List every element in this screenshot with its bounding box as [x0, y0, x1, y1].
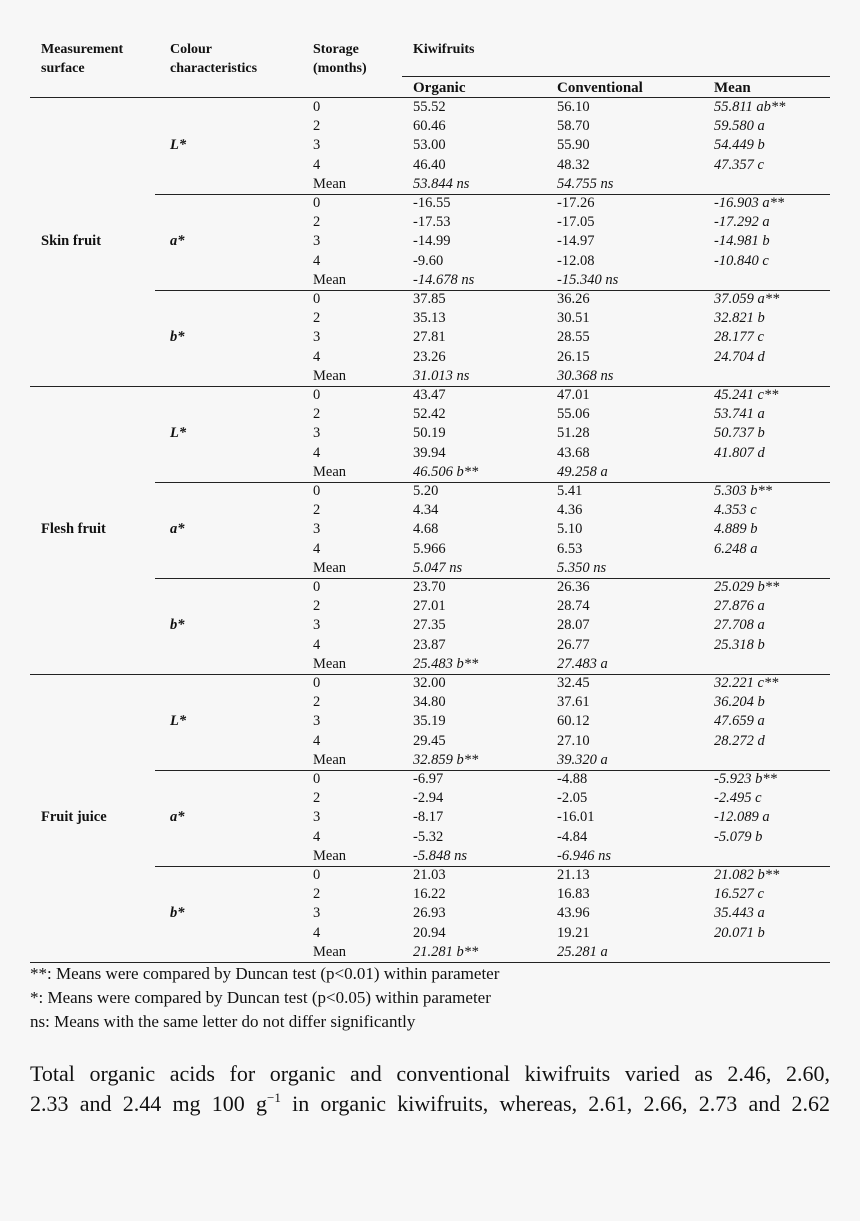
- table-cell-organic: 46.40: [413, 156, 446, 173]
- table-cell-storage: Mean: [313, 367, 347, 384]
- table-cell-storage: 3: [313, 233, 321, 250]
- table-cell-organic: 23.70: [413, 579, 446, 595]
- parameter-label: L*: [170, 713, 187, 730]
- table-cell-mean: 45.241 c**: [714, 387, 779, 403]
- table-cell-storage: 4: [313, 540, 321, 557]
- table-cell-organic: 21.03: [413, 867, 446, 883]
- table-cell-conventional: 19.21: [557, 924, 590, 941]
- table-cell-organic: 34.80: [413, 694, 446, 711]
- table-cell-conventional: 49.258 a: [557, 463, 608, 480]
- table-cell-organic: 26.93: [413, 905, 446, 922]
- header-measurement-line1: Measurement: [41, 42, 124, 57]
- table-cell-conventional: 27.483 a: [557, 655, 608, 672]
- table-cell-organic: 4.34: [413, 502, 439, 519]
- table-cell-storage: 3: [313, 425, 321, 442]
- table-cell-conventional: 5.10: [557, 521, 583, 538]
- table-cell-storage: 0: [313, 867, 321, 883]
- table-cell-storage: 3: [313, 617, 321, 634]
- table-cell-conventional: 55.90: [557, 137, 590, 154]
- header-storage-line2: (months): [313, 61, 367, 76]
- parameter-label: a*: [170, 521, 185, 538]
- table-cell-mean: 20.071 b: [714, 924, 765, 941]
- table-cell-organic: -14.99: [413, 233, 451, 250]
- table-cell-mean: -2.495 c: [714, 790, 762, 807]
- table-cell-conventional: 4.36: [557, 502, 583, 519]
- footnote-p005: *: Means were compared by Duncan test (p<0.05) within parameter: [30, 988, 491, 1007]
- header-mean: Mean: [714, 80, 751, 96]
- table-cell-storage: 3: [313, 809, 321, 826]
- parameter-label: a*: [170, 809, 185, 826]
- table-cell-organic: 5.047 ns: [413, 559, 463, 576]
- table-cell-organic: 5.966: [413, 540, 446, 557]
- table-cell-organic: 55.52: [413, 99, 446, 115]
- table-cell-conventional: -2.05: [557, 790, 588, 807]
- parameter-label: b*: [170, 617, 185, 634]
- table-cell-storage: 0: [313, 387, 321, 403]
- paragraph-superscript: −1: [267, 1090, 281, 1105]
- table-cell-conventional: 5.41: [557, 483, 583, 499]
- table-cell-organic: 20.94: [413, 924, 446, 941]
- header-colour-line1: Colour: [170, 42, 212, 57]
- table-cell-organic: 53.844 ns: [413, 175, 470, 192]
- table-cell-storage: 2: [313, 694, 321, 711]
- parameter-label: b*: [170, 905, 185, 922]
- body-paragraph: [30, 1059, 830, 1119]
- table-cell-mean: -10.840 c: [714, 252, 769, 269]
- table-cell-organic: 50.19: [413, 425, 446, 442]
- table-cell-organic: 27.81: [413, 329, 446, 346]
- table-cell-storage: Mean: [313, 655, 347, 672]
- table-cell-mean: -14.981 b: [714, 233, 770, 250]
- table-cell-organic: 4.68: [413, 521, 439, 538]
- paragraph-line-2-start: 2.33 and 2.44 mg 100 g: [30, 1091, 268, 1116]
- paragraph-line-1: Total organic acids for organic and conventional kiwifruits varied as 2.46, 2.60,: [30, 1061, 830, 1086]
- header-storage-months: [313, 40, 367, 78]
- table-cell-organic: -8.17: [413, 809, 444, 826]
- table-cell-conventional: 48.32: [557, 156, 590, 173]
- table-cell-conventional: 37.61: [557, 694, 590, 711]
- table-cell-conventional: 28.55: [557, 329, 590, 346]
- table-cell-conventional: 26.36: [557, 579, 590, 595]
- footnote-ns: ns: Means with the same letter do not differ significantly: [30, 1012, 416, 1031]
- header-conventional: Conventional: [557, 80, 643, 96]
- table-cell-organic: 46.506 b**: [413, 463, 479, 480]
- table-cell-organic: 60.46: [413, 118, 446, 135]
- table-cell-storage: 4: [313, 156, 321, 173]
- table-cell-storage: 3: [313, 137, 321, 154]
- table-cell-organic: 39.94: [413, 444, 446, 461]
- table-cell-organic: -6.97: [413, 771, 444, 787]
- table-cell-storage: Mean: [313, 559, 347, 576]
- table-cell-mean: 53.741 a: [714, 406, 765, 423]
- table-cell-conventional: 28.74: [557, 598, 590, 615]
- table-cell-storage: 4: [313, 636, 321, 653]
- table-cell-mean: 41.807 d: [714, 444, 765, 461]
- table-cell-conventional: -4.84: [557, 828, 588, 845]
- table-cell-mean: 6.248 a: [714, 540, 758, 557]
- section-label: Fruit juice: [41, 809, 107, 826]
- table-cell-conventional: -14.97: [557, 233, 595, 250]
- table-cell-mean: 25.029 b**: [714, 579, 780, 595]
- header-kiwifruits: Kiwifruits: [413, 42, 475, 57]
- table-cell-storage: 4: [313, 924, 321, 941]
- table-cell-mean: -16.903 a**: [714, 195, 785, 211]
- table-cell-conventional: 30.51: [557, 310, 590, 327]
- table-cell-conventional: 60.12: [557, 713, 590, 730]
- parameter-label: a*: [170, 233, 185, 250]
- footnote-p001: **: Means were compared by Duncan test (p<0.01) within parameter: [30, 964, 500, 983]
- table-cell-conventional: -4.88: [557, 771, 588, 787]
- table-cell-storage: Mean: [313, 847, 347, 864]
- table-cell-organic: 37.85: [413, 291, 446, 307]
- table-cell-mean: 37.059 a**: [714, 291, 780, 307]
- table-cell-conventional: 16.83: [557, 886, 590, 903]
- table-cell-storage: 4: [313, 444, 321, 461]
- table-cell-mean: 28.177 c: [714, 329, 764, 346]
- table-cell-storage: 3: [313, 521, 321, 538]
- table-cell-organic: -2.94: [413, 790, 444, 807]
- table-cell-mean: 59.580 a: [714, 118, 765, 135]
- table-cell-storage: 2: [313, 118, 321, 135]
- table-cell-mean: 36.204 b: [714, 694, 765, 711]
- table-cell-organic: -14.678 ns: [413, 271, 475, 288]
- table-cell-conventional: 58.70: [557, 118, 590, 135]
- table-cell-storage: 4: [313, 252, 321, 269]
- header-organic: Organic: [413, 80, 466, 96]
- table-cell-conventional: 43.96: [557, 905, 590, 922]
- header-colour-line2: characteristics: [170, 61, 258, 76]
- table-cell-organic: -5.32: [413, 828, 444, 845]
- table-cell-storage: 4: [313, 732, 321, 749]
- table-cell-organic: 35.13: [413, 310, 446, 327]
- table-cell-conventional: 5.350 ns: [557, 559, 607, 576]
- section-label: Skin fruit: [41, 233, 102, 250]
- table-cell-storage: 0: [313, 291, 321, 307]
- table-cell-storage: 2: [313, 886, 321, 903]
- table-cell-conventional: 43.68: [557, 444, 590, 461]
- table-cell-storage: 0: [313, 579, 321, 595]
- table-cell-storage: Mean: [313, 463, 347, 480]
- table-cell-mean: -5.079 b: [714, 828, 763, 845]
- table-cell-conventional: 55.06: [557, 406, 590, 423]
- table-cell-mean: 16.527 c: [714, 886, 764, 903]
- parameter-label: b*: [170, 329, 185, 346]
- table-cell-storage: 3: [313, 329, 321, 346]
- table-cell-storage: 2: [313, 502, 321, 519]
- table-cell-mean: 28.272 d: [714, 732, 765, 749]
- table-cell-organic: -9.60: [413, 252, 444, 269]
- table-cell-organic: -16.55: [413, 195, 451, 211]
- table-cell-organic: 53.00: [413, 137, 446, 154]
- table-cell-mean: -17.292 a: [714, 214, 770, 231]
- table-cell-storage: 0: [313, 771, 321, 787]
- table-cell-organic: 32.00: [413, 675, 446, 691]
- table-cell-organic: 23.26: [413, 348, 446, 365]
- table-cell-storage: 0: [313, 675, 321, 691]
- table-cell-conventional: 54.755 ns: [557, 175, 614, 192]
- table-cell-conventional: 56.10: [557, 99, 590, 115]
- table-cell-organic: 27.35: [413, 617, 446, 634]
- table-cell-storage: Mean: [313, 175, 347, 192]
- table-cell-organic: -5.848 ns: [413, 847, 467, 864]
- table-cell-organic: 21.281 b**: [413, 943, 479, 960]
- table-cell-mean: 47.659 a: [714, 713, 765, 730]
- section-label: Flesh fruit: [41, 521, 106, 538]
- paragraph-line-2-end: in organic kiwifruits, whereas, 2.61, 2.66, 2.73 and 2.62: [280, 1091, 830, 1116]
- table-cell-storage: 4: [313, 348, 321, 365]
- table-cell-storage: 2: [313, 406, 321, 423]
- table-cell-mean: 47.357 c: [714, 156, 764, 173]
- table-cell-conventional: 32.45: [557, 675, 590, 691]
- table-cell-conventional: -6.946 ns: [557, 847, 611, 864]
- header-storage-line1: Storage: [313, 42, 359, 57]
- table-cell-mean: -5.923 b**: [714, 771, 777, 787]
- table-cell-organic: 29.45: [413, 732, 446, 749]
- table-cell-organic: 52.42: [413, 406, 446, 423]
- table-cell-conventional: 51.28: [557, 425, 590, 442]
- table-cell-conventional: 39.320 a: [557, 751, 608, 768]
- table-cell-conventional: 25.281 a: [557, 943, 608, 960]
- table-cell-mean: 24.704 d: [714, 348, 765, 365]
- table-cell-storage: 2: [313, 790, 321, 807]
- table-cell-storage: Mean: [313, 271, 347, 288]
- table-cell-mean: 35.443 a: [714, 905, 765, 922]
- table-cell-mean: 32.221 c**: [714, 675, 779, 691]
- table-cell-mean: 50.737 b: [714, 425, 765, 442]
- table-cell-conventional: 36.26: [557, 291, 590, 307]
- table-cell-organic: 31.013 ns: [413, 367, 470, 384]
- table-cell-conventional: 30.368 ns: [557, 367, 614, 384]
- table-cell-storage: 2: [313, 598, 321, 615]
- table-cell-storage: 2: [313, 214, 321, 231]
- parameter-label: L*: [170, 137, 187, 154]
- table-cell-conventional: -16.01: [557, 809, 595, 826]
- table-cell-organic: 23.87: [413, 636, 446, 653]
- table-cell-conventional: 47.01: [557, 387, 590, 403]
- table-cell-organic: 25.483 b**: [413, 655, 479, 672]
- table-cell-conventional: 28.07: [557, 617, 590, 634]
- table-cell-mean: 55.811 ab**: [714, 99, 786, 115]
- table-cell-storage: Mean: [313, 751, 347, 768]
- table-cell-mean: 4.889 b: [714, 521, 758, 538]
- paragraph-line-2: [30, 1089, 830, 1119]
- table-cell-organic: 27.01: [413, 598, 446, 615]
- table-cell-storage: Mean: [313, 943, 347, 960]
- header-kiwifruits-underline: [402, 76, 830, 77]
- table-cell-conventional: 26.77: [557, 636, 590, 653]
- table-cell-mean: 27.708 a: [714, 617, 765, 634]
- table-cell-organic: 32.859 b**: [413, 751, 479, 768]
- table-cell-conventional: -17.05: [557, 214, 595, 231]
- header-colour-characteristics: [170, 40, 257, 78]
- table-cell-organic: -17.53: [413, 214, 451, 231]
- table-cell-mean: 21.082 b**: [714, 867, 780, 883]
- table-cell-mean: 54.449 b: [714, 137, 765, 154]
- table-cell-organic: 16.22: [413, 886, 446, 903]
- table-cell-conventional: 6.53: [557, 540, 583, 557]
- table-cell-organic: 43.47: [413, 387, 446, 403]
- table-cell-storage: 2: [313, 310, 321, 327]
- table-cell-storage: 0: [313, 99, 321, 115]
- table-cell-conventional: -17.26: [557, 195, 595, 211]
- table-cell-storage: 3: [313, 905, 321, 922]
- table-cell-mean: -12.089 a: [714, 809, 770, 826]
- header-measurement-surface: [41, 40, 123, 78]
- parameter-label: L*: [170, 425, 187, 442]
- table-cell-storage: 4: [313, 828, 321, 845]
- header-measurement-line2: surface: [41, 61, 85, 76]
- table-cell-conventional: -15.340 ns: [557, 271, 619, 288]
- table-cell-organic: 5.20: [413, 483, 439, 499]
- table-cell-mean: 25.318 b: [714, 636, 765, 653]
- table-cell-mean: 4.353 c: [714, 502, 757, 519]
- table-cell-conventional: -12.08: [557, 252, 595, 269]
- table-cell-mean: 32.821 b: [714, 310, 765, 327]
- table-cell-storage: 0: [313, 483, 321, 499]
- table-cell-organic: 35.19: [413, 713, 446, 730]
- table-cell-mean: 27.876 a: [714, 598, 765, 615]
- table-cell-storage: 0: [313, 195, 321, 211]
- table-cell-conventional: 26.15: [557, 348, 590, 365]
- table-cell-mean: 5.303 b**: [714, 483, 772, 499]
- table-cell-conventional: 21.13: [557, 867, 590, 883]
- table-cell-storage: 3: [313, 713, 321, 730]
- table-cell-conventional: 27.10: [557, 732, 590, 749]
